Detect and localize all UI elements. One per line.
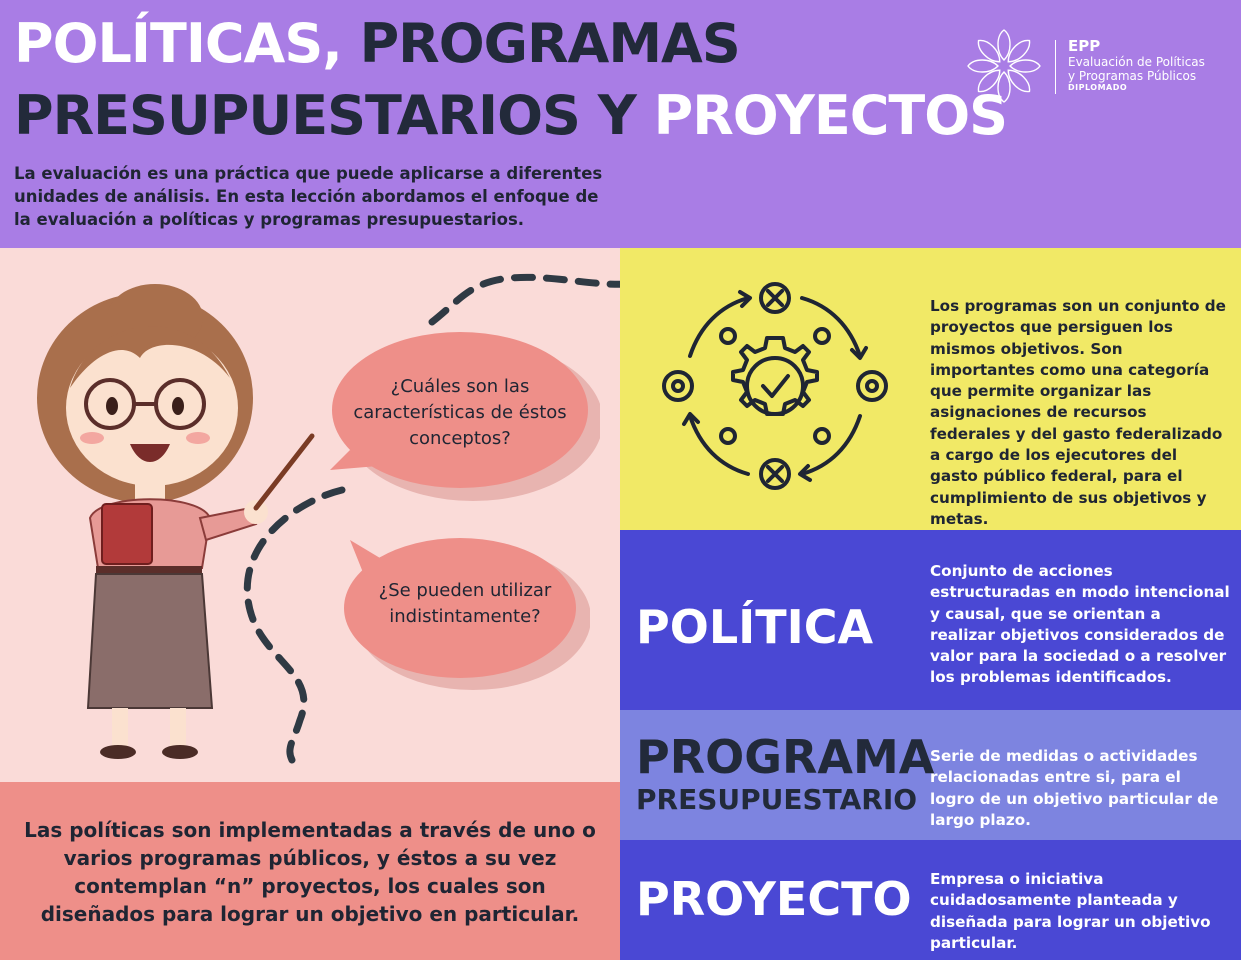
title-word-proyectos: PROYECTOS <box>653 84 1008 147</box>
title-line-2 <box>14 86 1007 146</box>
logo-flower-icon <box>960 26 1048 106</box>
logo-line-3: DIPLOMADO <box>1068 83 1128 92</box>
question-2-text: ¿Se pueden utilizar indistintamente? <box>378 580 552 627</box>
programa-term-line-2: PRESUPUESTARIO <box>636 783 918 816</box>
programas-description: Los programas son un conjunto de proyectos que persiguen los mismos objetivos. Son importantes como una categoría que permite organizar las asignaciones de recursos federales y del gasto federalizado a cargo de los ejecutores del gasto público federal, para el cumplimiento de sus objetivos y metas. <box>930 297 1226 528</box>
politica-term: POLÍTICA <box>636 600 874 654</box>
title-word-programas: PROGRAMAS <box>359 12 740 75</box>
bottom-note-text: Las políticas son implementadas a través de uno o varios programas públicos, y éstos a su vez contemplan “n” proyectos, los cuales son diseñados para lograr un objetivo en particular. <box>24 818 596 926</box>
title-line-1 <box>14 14 740 74</box>
logo-name: EPP <box>1068 37 1101 55</box>
proyecto-term: PROYECTO <box>636 872 912 926</box>
intro-text: La evaluación es una práctica que puede aplicarse a diferentes unidades de análisis. En esta lección abordamos el enfoque de la evaluación a políticas y programas presupuestarios. <box>14 164 603 229</box>
question-1-text: ¿Cuáles son las características de éstos conceptos? <box>353 376 567 449</box>
proyecto-description: Empresa o iniciativa cuidadosamente planteada y diseñada para lograr un objetivo particular. <box>930 870 1211 952</box>
logo-line-1: Evaluación de Políticas <box>1068 55 1205 69</box>
teacher-illustration <box>30 268 330 768</box>
logo-divider <box>1055 40 1056 94</box>
politica-description: Conjunto de acciones estructuradas en modo intencional y causal, que se orientan a realizar objetivos considerados de valor para la sociedad o a resolver los problemas identificados. <box>930 562 1230 687</box>
title-word-presupuestarios: PRESUPUESTARIOS Y <box>14 84 636 147</box>
title-word-politicas: POLÍTICAS, <box>14 12 342 75</box>
programa-description: Serie de medidas o actividades relacionadas entre si, para el logro de un objetivo particular de largo plazo. <box>930 747 1219 829</box>
programa-term-line-1: PROGRAMA <box>636 730 935 784</box>
logo-line-2: y Programas Públicos <box>1068 69 1197 83</box>
gear-check-icon <box>660 276 890 496</box>
